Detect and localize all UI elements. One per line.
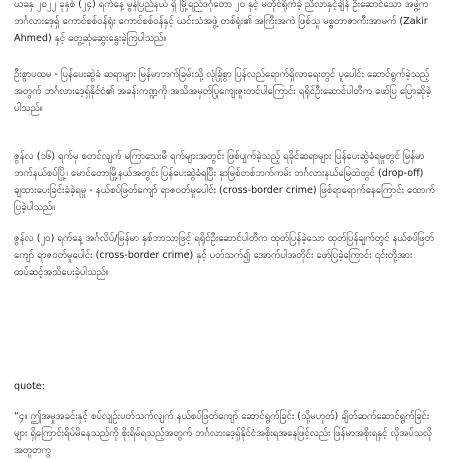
paragraph-gratitude: ဦးစွာပထမ - ပြန်ပေးဆွဲခံ ဆရာများ မြန်မာဘက်ခြမ်းသို့ လုံခြုံစွာ ပြန်လည်ရောက်ရှိလာရေးတွင် ပူပေါင်း ဆောင်ရွက်ခဲ့သည့် အတွက် ဘင်္ဂလားဒေ့ရှ်နိုင်ငံ၏ အခန်းကဏ္ဍကို အသိအမှတ်ပြုကျေးဇူးတင်ပါကြောင်း ရရိုင်ဦးဆောင်ပါတီက ဖော်ပြ ပြောဆိုခဲ့ပါသည်။ — [14, 69, 431, 114]
quote-label: quote: — [14, 381, 45, 392]
paragraph-kidnapping: ဇွန်လ (၁၆) ရက်မှ စတင်လျက် မကြာသေးမီ ရက်များအတွင်း ဖြစ်ပျက်ခဲ့သည့် ရခိုင်ဆရာများ ပြန်ပေးဆွဲခံရမှုတွင် မြန်မာဘက်နယ်စပ်ပြို့၊ မောင်တောမြို့နယ်အတွင်း ပြန်ပေးဆွဲခံရပြီး နှာမြစ်တစ်ဘက်ကမ်း ဘင်္ဂလားနယ်မြေထဲတွင် (drop-off) ချထားပေးခြင်းခံခဲ့ရမှု - နယ်စပ်ဖြတ်ကျော် ရာဇဝတ်မှုပေါင်း (cross-border crime) ဖြစ်ရာရောက်နေကြောင်း ထောက်ပြခဲ့ပါသည်။ — [14, 151, 435, 213]
paragraph-meeting: ယခနှ ၂၀၂၂ ခုနှစ် (၂၄) ရက်နေ့ မွန်ပြည်နယ် ရှိ မြို့ရည်ဒဂုံတော ၂၀ နှင့် မတိုင်ရိုက်ခဲ့ ညီလာနှင့်ချိန် ဦးဆောင်သော အဖွဲ့က ဘင်္ဂလားဒေ့ရှ် ကောင်စစ်ဝန်ရုံး ကောင်စစ်ဝန်နှင့် ယင်းသံအဖွဲ့ တစ်ရုံး၏ အကြီးအကဲ ဖြစ်သူ မစ္စတာဇာကီးအာမက် (Zakir Ahmed) နှင့် တွေ့ဆုံဆွေးနွေးခဲ့ကြပါသည်။ — [14, 0, 429, 44]
quote-paragraph: “၄။ ဤအမှုအခင်းနှင့် စပ်လျဉ်းပတ်သက်လျက် နယ်စပ်ဖြတ်ကျော် ဆောင်ရွက်ခြင်း (သို့မဟုတ်) ချိတ်ဆက်ဆောင်ရွက်ခြင်းများ ရှိကြောင်းရိပ်မိနေသည်ကို စိုးရိမ်ရသည့်အတွက် ဘင်္ဂလားဒေ့ရှ်နိုင်ငံအစိုးရအနေဖြင့်လည်း ဖြန်မာအစိုးရနှင့် လိုအပ်သလို အတူတကွ — [14, 411, 432, 456]
paragraph-statement: ဇွန်လ (၂၀) ရက်နေ့ အင်္ဂလိပ်/မြန်မာ နှစ်ဘာသာဖြင့် ရရိုင်ဦးဆောင်ပါတီက ထုတ်ပြန်ခဲ့သော ထုတ်ပြန်ချက်တွင် နယ်စပ်ဖြတ်ကျော် ရာဇဝတ်မှုပေါင်း (cross-border crime) နှင့် ပတ်သက်၍ အောက်ပါအတိုင်း ဖော်ပြခဲ့ကြောင်း ၎င်းတို့အား ထပ်ဆင့်အသိပေးခဲ့ပါသည်။ — [14, 233, 435, 278]
